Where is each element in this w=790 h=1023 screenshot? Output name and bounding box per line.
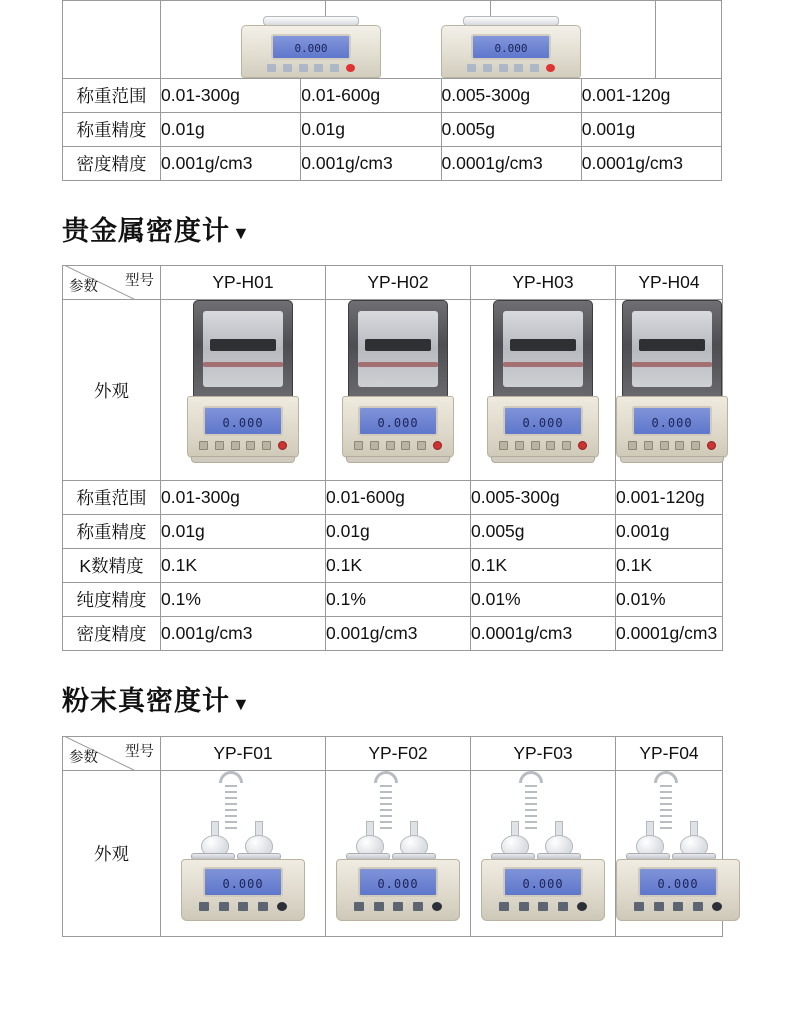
table-row [63,147,722,181]
cell-value: 0.0001g/cm3 [581,147,721,181]
row-label: 纯度精度 [63,583,161,617]
cell-value: 0.01-600g [326,481,471,515]
row-label: 称重范围 [63,79,161,113]
model-header: YP-H04 [616,266,723,300]
cell-value: 0.001g/cm3 [161,617,326,651]
corner-label-model: 型号 [125,273,154,290]
density-meter-illustration [616,300,728,475]
product-image-cell [326,300,471,481]
density-meter-illustration [342,300,454,475]
cell-value: 0.001-120g [581,79,721,113]
table-header-row [63,266,723,300]
balance-illustration [441,16,581,78]
corner-header-cell [63,266,161,300]
support-hook [654,771,678,783]
balance-illustration [241,16,381,78]
cell-value: 0.001g [581,113,721,147]
cell-value: 0.005-300g [441,79,581,113]
chamber-shelf [203,362,283,367]
section-heading-powder-density [62,685,790,717]
chamber-shelf [632,362,712,367]
section-title: 粉末真密度计 [62,686,230,717]
cell-value: 0.0001g/cm3 [441,147,581,181]
instrument-display: 0.000 [203,406,283,436]
appearance-row [63,300,723,481]
corner-label-parameter: 参数 [69,279,98,296]
precious-metal-spec-table [62,265,723,651]
density-meter-illustration [187,300,299,475]
cell-value: 0.1K [616,549,723,583]
product-image-cell [471,300,616,481]
cell-value: 0.01g [301,113,441,147]
cell-value: 0.1K [326,549,471,583]
glass-flask [543,821,573,855]
glass-flask [243,821,273,855]
instrument-display: 0.000 [503,406,583,436]
top-appearance-image-row [62,0,722,78]
instrument-keypad [199,441,287,451]
cell-value: 0.0001g/cm3 [471,617,616,651]
instrument-display: 0.000 [358,867,438,897]
glass-flask [398,821,428,855]
powder-density-meter-illustration [616,771,740,931]
support-hook [374,771,398,783]
chevron-down-icon: ▼ [232,223,251,244]
table-row [63,549,723,583]
instrument-keypad [354,441,442,451]
model-header: YP-H03 [471,266,616,300]
glass-flask [354,821,384,855]
cell-value: 0.001-120g [616,481,723,515]
instrument-keypad [354,902,442,912]
product-image-cell [471,770,616,936]
support-hook [519,771,543,783]
instrument-base [346,456,450,463]
model-header: YP-F01 [161,736,326,770]
glass-flask [199,821,229,855]
instrument-base [191,456,295,463]
row-label-appearance: 外观 [63,300,161,481]
cell-value: 0.1% [326,583,471,617]
row-label-appearance: 外观 [63,770,161,936]
cell-value: 0.01g [161,515,326,549]
instrument-display: 0.000 [503,867,583,897]
support-hook [219,771,243,783]
table-row [63,79,722,113]
row-label: 密度精度 [63,617,161,651]
cell-value: 0.01% [616,583,723,617]
section-heading-precious-metal [62,215,790,247]
cell-value: 0.01-300g [161,79,301,113]
table-row [63,617,723,651]
product-image-cell [161,300,326,481]
instrument-keypad [499,902,587,912]
table-row [63,481,723,515]
corner-label-parameter: 参数 [69,749,98,766]
cell-value: 0.005g [471,515,616,549]
instrument-keypad [199,902,287,912]
row-label: K数精度 [63,549,161,583]
product-image-cell [161,770,326,936]
instrument-display: 0.000 [358,406,438,436]
top-spec-table [62,78,722,181]
product-image-cell [326,770,471,936]
instrument-display: 0.000 [638,867,718,897]
glass-flask [499,821,529,855]
powder-density-spec-table [62,736,723,937]
cell-value: 0.0001g/cm3 [616,617,723,651]
corner-label-model: 型号 [125,743,154,760]
cell-value: 0.01% [471,583,616,617]
cell-value: 0.1% [161,583,326,617]
measuring-chamber [622,300,722,400]
instrument-display: 0.000 [203,867,283,897]
powder-density-meter-illustration [336,771,460,931]
model-header: YP-F04 [616,736,723,770]
glass-flask [634,821,664,855]
section-title: 贵金属密度计 [62,216,230,246]
row-label: 称重精度 [63,113,161,147]
cell-value: 0.01g [161,113,301,147]
instrument-keypad [634,902,722,912]
cell-value: 0.01g [326,515,471,549]
model-header: YP-F03 [471,736,616,770]
instrument-base [620,456,724,463]
corner-header-cell [63,736,161,770]
glass-flask [678,821,708,855]
cell-value: 0.001g/cm3 [301,147,441,181]
density-meter-illustration [487,300,599,475]
model-header: YP-F02 [326,736,471,770]
table-row [63,113,722,147]
cell-value: 0.001g/cm3 [326,617,471,651]
instrument-keypad [628,441,716,451]
cell-value: 0.005g [441,113,581,147]
cell-value: 0.005-300g [471,481,616,515]
row-label: 密度精度 [63,147,161,181]
row-label: 称重范围 [63,481,161,515]
instrument-keypad [499,441,587,451]
balance-keypad [267,64,355,72]
instrument-display: 0.000 [632,406,712,436]
row-label: 称重精度 [63,515,161,549]
cell-value: 0.01-600g [301,79,441,113]
table-header-row [63,736,723,770]
powder-density-meter-illustration [181,771,305,931]
model-header: YP-H01 [161,266,326,300]
measuring-chamber [348,300,448,400]
powder-density-meter-illustration [481,771,605,931]
chevron-down-icon: ▼ [232,693,251,714]
cell-value: 0.1K [161,549,326,583]
chamber-shelf [503,362,583,367]
table-row [63,583,723,617]
product-image-cell [616,300,723,481]
product-image-cell [616,770,723,936]
cell-value: 0.1K [471,549,616,583]
balance-keypad [467,64,555,72]
model-header: YP-H02 [326,266,471,300]
measuring-chamber [193,300,293,400]
chamber-shelf [358,362,438,367]
measuring-chamber [493,300,593,400]
instrument-base [491,456,595,463]
balance-display: 0.000 [271,34,351,60]
appearance-row [63,770,723,936]
cell-value: 0.001g/cm3 [161,147,301,181]
table-row [63,515,723,549]
balance-display: 0.000 [471,34,551,60]
cell-value: 0.01-300g [161,481,326,515]
cell-value: 0.001g [616,515,723,549]
